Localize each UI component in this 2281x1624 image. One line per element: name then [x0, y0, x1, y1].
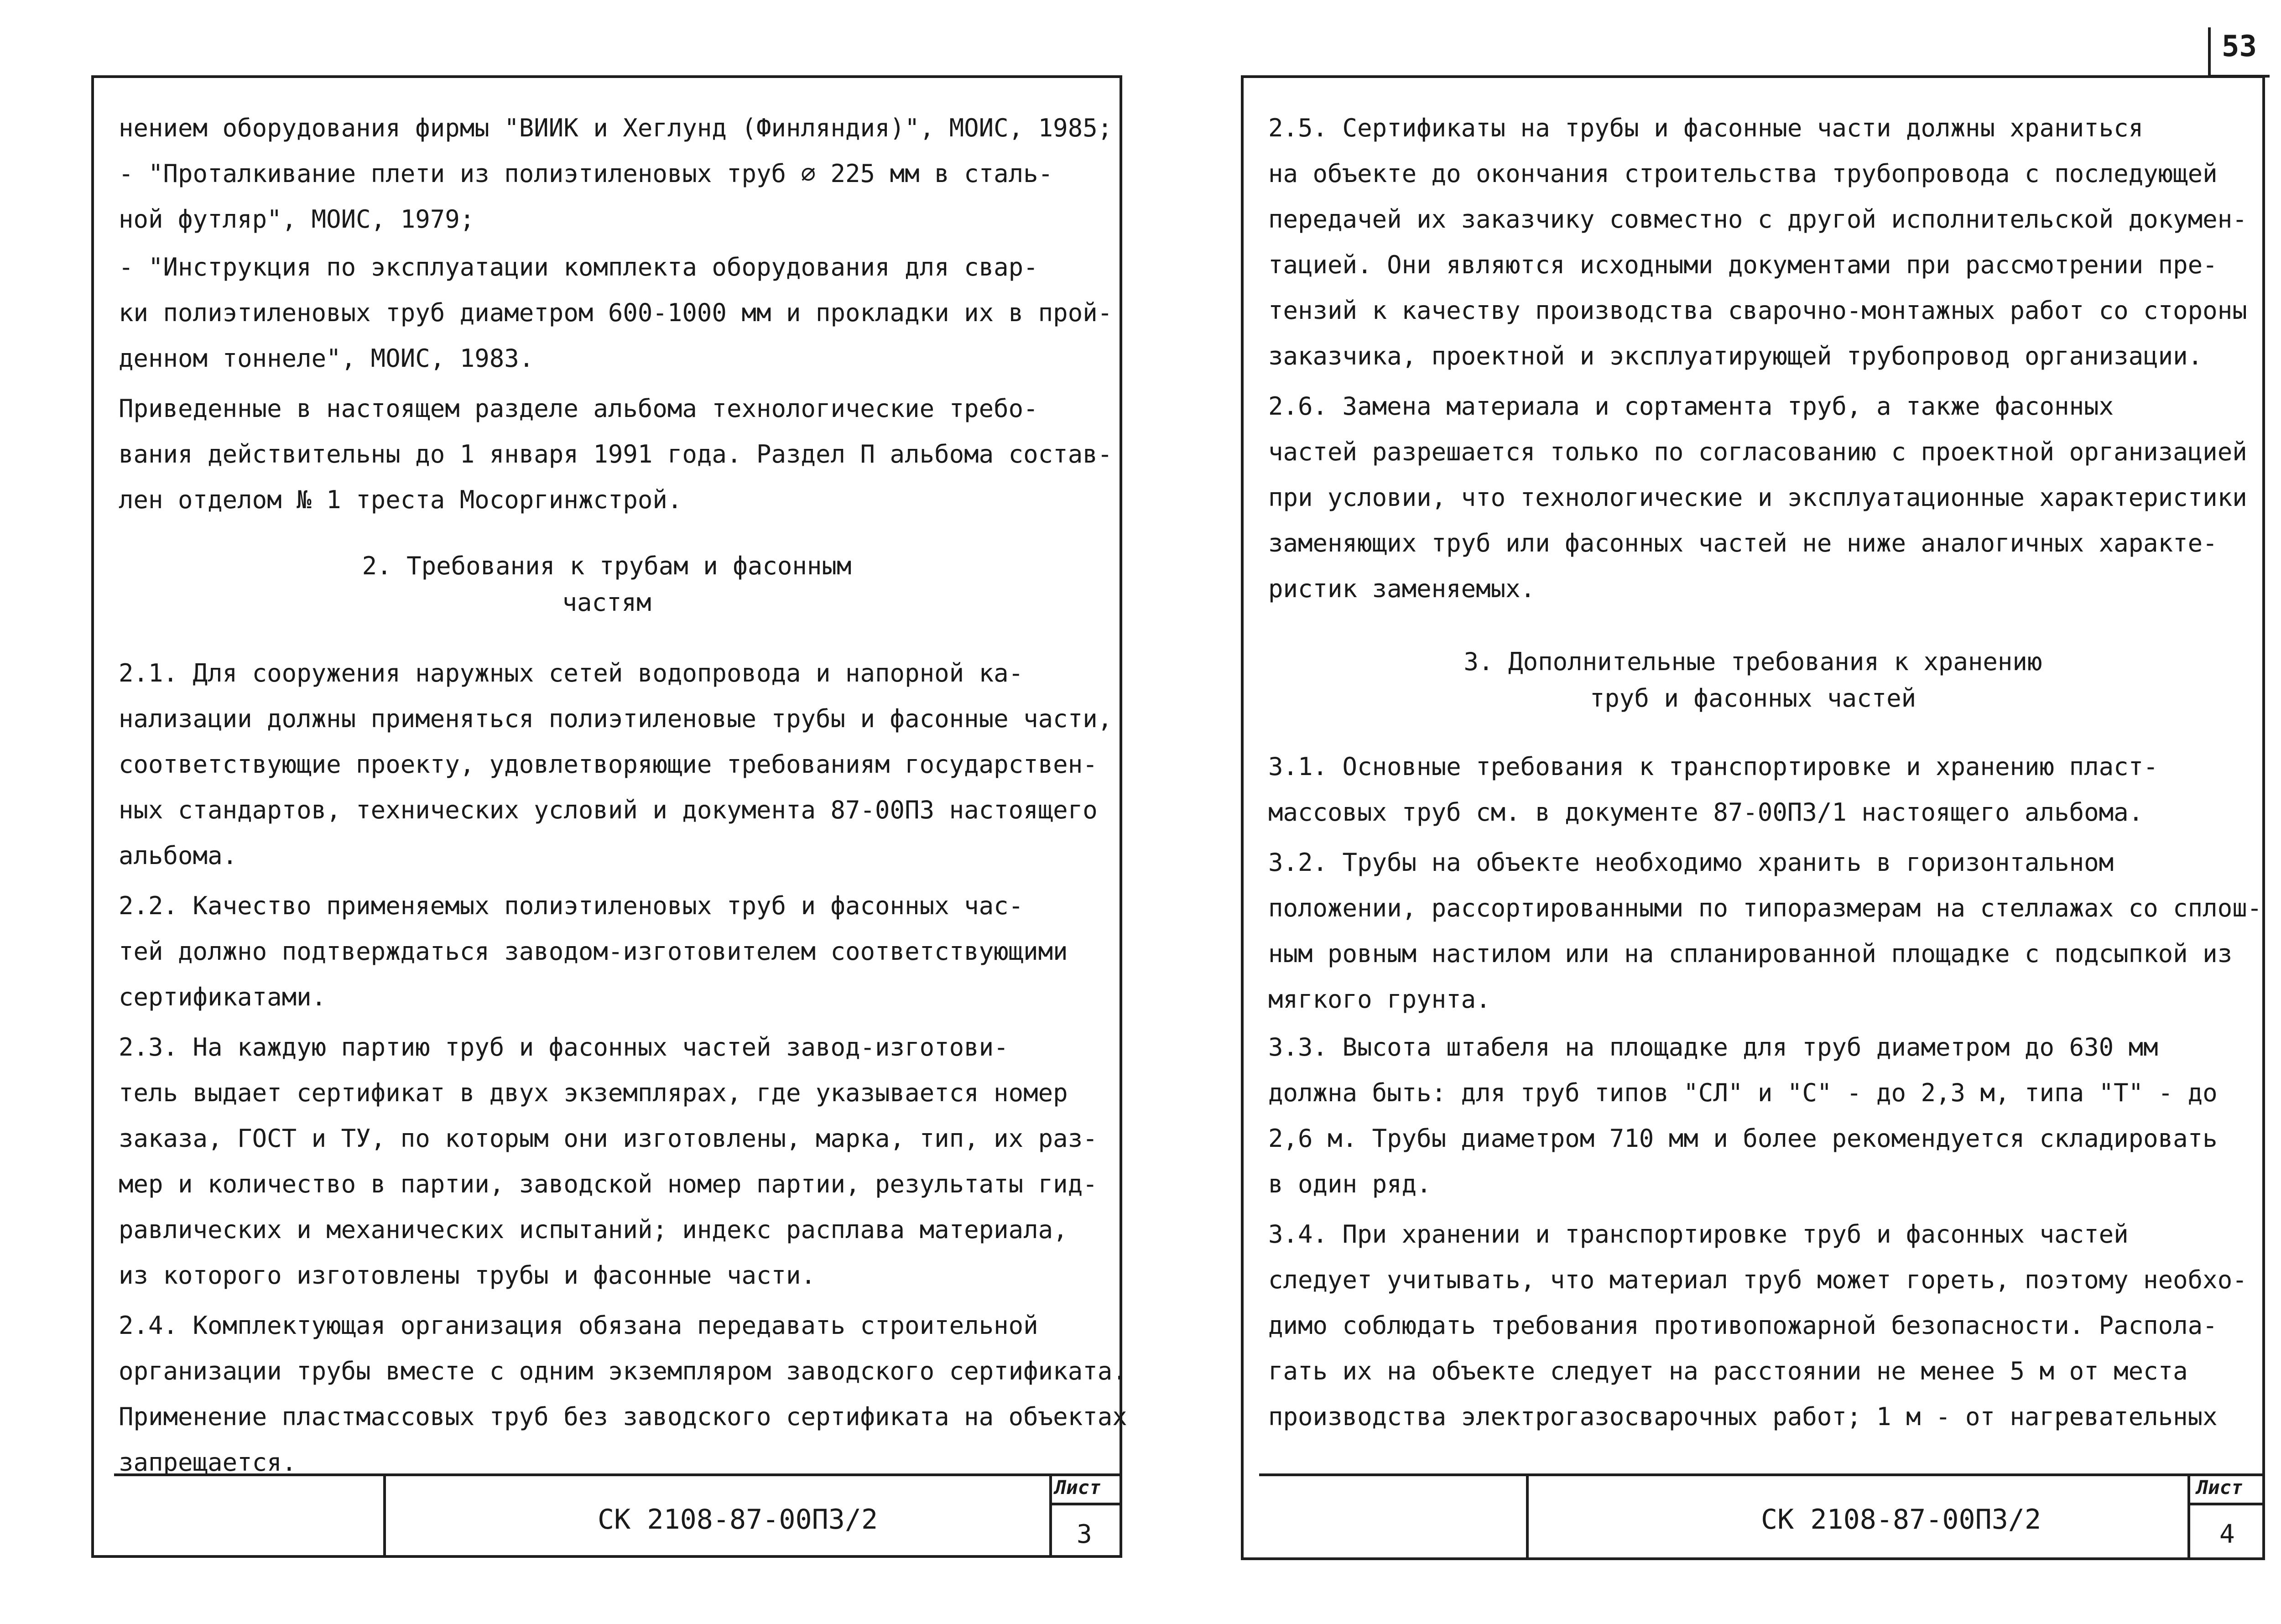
- left-text-line: из которого изготовлены трубы и фасонные части.: [119, 1261, 816, 1290]
- left-text-line: - "Инструкция по эксплуатации комплекта оборудования для свар-: [119, 253, 1038, 281]
- right-text-line: частей разрешается только по согласованию с проектной организацией: [1268, 437, 2247, 466]
- right-section-title-1: 3. Дополнительные требования к хранению: [1463, 647, 2042, 676]
- left-section-title-2: частям: [562, 588, 651, 617]
- left-text-line: вания действительны до 1 января 1991 года. Раздел П альбома состав-: [119, 440, 1113, 468]
- left-text-line: нализации должны применяться полиэтиленовые трубы и фасонные части,: [119, 704, 1113, 733]
- right-text-line: положении, рассортированными по типоразмерам на стеллажах со сплош-: [1268, 894, 2262, 922]
- right-text-line: ным ровным настилом или на спланированной площадке с подсыпкой из: [1268, 939, 2233, 968]
- right-text-line: гать их на объекте следует на расстоянии не менее 5 м от места: [1268, 1357, 2188, 1385]
- right-text-line: массовых труб см. в документе 87-00ПЗ/1 настоящего альбома.: [1268, 798, 2144, 827]
- left-text-line: 2.2. Качество применяемых полиэтиленовых труб и фасонных час-: [119, 891, 1024, 920]
- left-text-line: заказа, ГОСТ и ТУ, по которым они изготовлены, марка, тип, их раз-: [119, 1124, 1098, 1153]
- right-text-line: заказчика, проектной и эксплуатирующей трубопровод организации.: [1268, 342, 2203, 370]
- left-text-line: 2.3. На каждую партию труб и фасонных частей завод-изготови-: [119, 1033, 1009, 1062]
- right-section-title-2: труб и фасонных частей: [1589, 684, 1916, 713]
- left-text-line: Приведенные в настоящем разделе альбома технологические требо-: [119, 394, 1038, 423]
- left-text-line: 2.1. Для сооружения наружных сетей водопровода и напорной ка-: [119, 659, 1024, 687]
- right-text-line: следует учитывать, что материал труб может гореть, поэтому необхо-: [1268, 1265, 2247, 1294]
- left-section-title-1: 2. Требования к трубам и фасонным: [362, 552, 852, 580]
- right-text-line: должна быть: для труб типов "СЛ" и "С" - до 2,3 м, типа "Т" - до: [1268, 1078, 2218, 1107]
- left-title-block: [114, 1473, 1122, 1558]
- right-text-line: на объекте до окончания строительства трубопровода с последующей: [1268, 159, 2218, 188]
- right-text-line: 3.3. Высота штабеля на площадке для труб диаметром до 630 мм: [1268, 1033, 2158, 1062]
- right-sheet-number: 4: [2219, 1520, 2235, 1549]
- left-text-line: 2.4. Комплектующая организация обязана передавать строительной: [119, 1311, 1038, 1340]
- left-text-line: Применение пластмассовых труб без заводского сертификата на объектах: [119, 1402, 1127, 1431]
- left-text-line: лен отделом № 1 треста Мосоргинжстрой.: [119, 485, 682, 514]
- right-text-line: 2.6. Замена материала и сортамента труб, а также фасонных: [1268, 392, 2114, 421]
- left-sheet-number: 3: [1077, 1520, 1092, 1549]
- right-text-line: тацией. Они являются исходными документами при рассмотрении пре-: [1268, 250, 2218, 279]
- left-text-line: соответствующие проекту, удовлетворяющие требованиям государствен-: [119, 750, 1098, 779]
- right-text-line: ристик заменяемых.: [1268, 574, 1536, 603]
- right-document-code: СК 2108-87-00ПЗ/2: [1761, 1504, 2041, 1536]
- left-text-line: альбома.: [119, 841, 238, 870]
- right-text-line: заменяющих труб или фасонных частей не ниже аналогичных характе-: [1268, 529, 2218, 557]
- left-text-line: равлических и механических испытаний; индекс расплава материала,: [119, 1215, 1068, 1244]
- right-text-line: мягкого грунта.: [1268, 985, 1491, 1014]
- left-text-line: нением оборудования фирмы "ВИИК и Хеглунд (Финляндия)", МОИС, 1985;: [119, 114, 1113, 142]
- right-text-line: производства электрогазосварочных работ; 1 м - от нагревательных: [1268, 1402, 2218, 1431]
- right-text-line: 3.2. Трубы на объекте необходимо хранить в горизонтальном: [1268, 848, 2114, 877]
- left-text-line: сертификатами.: [119, 983, 327, 1011]
- right-text-line: в один ряд.: [1268, 1170, 1432, 1198]
- left-text-line: мер и количество в партии, заводской номер партии, результаты гид-: [119, 1170, 1098, 1198]
- left-text-line: запрещается.: [119, 1448, 297, 1477]
- left-document-code: СК 2108-87-00ПЗ/2: [598, 1504, 878, 1536]
- left-text-line: тель выдает сертификат в двух экземплярах, где указывается номер: [119, 1078, 1068, 1107]
- page-number: 53: [2222, 30, 2257, 63]
- right-text-line: тензий к качеству производства сварочно-монтажных работ со стороны: [1268, 296, 2247, 325]
- right-text-line: 2.5. Сертификаты на трубы и фасонные части должны храниться: [1268, 114, 2144, 142]
- left-text-line: - "Проталкивание плети из полиэтиленовых труб ∅ 225 мм в сталь-: [119, 159, 1053, 188]
- left-text-line: ных стандартов, технических условий и документа 87-00ПЗ настоящего: [119, 796, 1098, 824]
- left-text-line: ной футляр", МОИС, 1979;: [119, 205, 475, 234]
- right-text-line: 3.1. Основные требования к транспортировке и хранению пласт-: [1268, 752, 2158, 781]
- right-text-line: 2,6 м. Трубы диаметром 710 мм и более рекомендуется складировать: [1268, 1124, 2218, 1153]
- right-text-line: димо соблюдать требования противопожарной безопасности. Распола-: [1268, 1311, 2218, 1340]
- right-title-block: [1259, 1473, 2265, 1560]
- left-sheet-label: Лист: [1055, 1476, 1101, 1499]
- right-text-line: при условии, что технологические и эксплуатационные характеристики: [1268, 483, 2247, 512]
- right-sheet-label: Лист: [2197, 1476, 2243, 1499]
- right-text-line: 3.4. При хранении и транспортировке труб и фасонных частей: [1268, 1220, 2129, 1249]
- left-text-line: ки полиэтиленовых труб диаметром 600-1000 мм и прокладки их в прой-: [119, 298, 1113, 327]
- left-text-line: денном тоннеле", МОИС, 1983.: [119, 344, 534, 373]
- left-text-line: организации трубы вместе с одним экземпляром заводского сертификата.: [119, 1357, 1127, 1385]
- left-text-line: тей должно подтверждаться заводом-изготовителем соответствующими: [119, 937, 1068, 966]
- right-text-line: передачей их заказчику совместно с другой исполнительской докумен-: [1268, 205, 2247, 234]
